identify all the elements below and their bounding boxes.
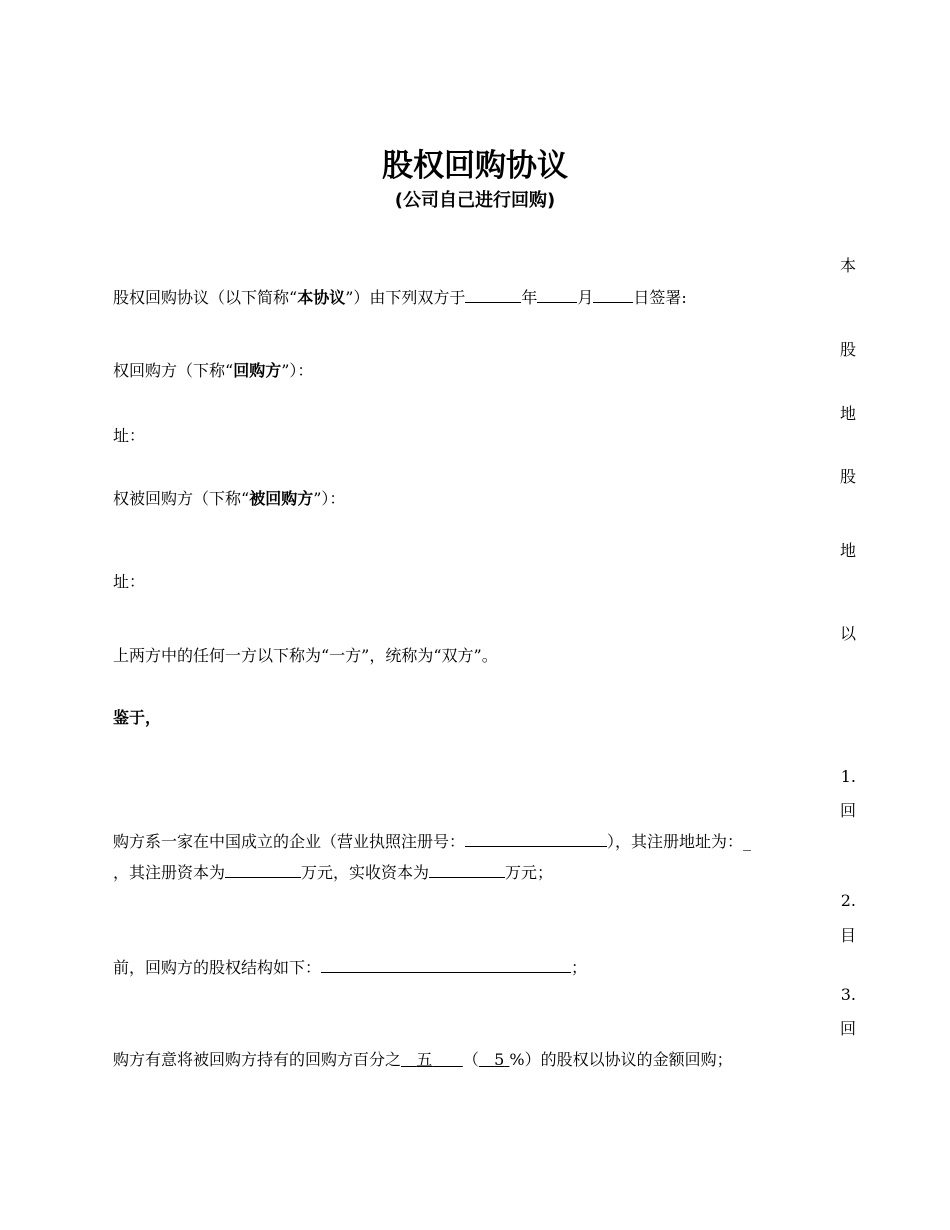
para1-hang-char: 本 (839, 256, 856, 275)
item3-open-paren: （ (462, 1050, 479, 1069)
para2-suffix: ”）： (281, 361, 314, 380)
item1-line1 (113, 829, 751, 852)
item1-line2-a: ，其注册资本为 (113, 863, 226, 882)
para1-prefix: 股权回购协议（以下简称“ (113, 288, 298, 307)
para5-hang-char: 地 (839, 541, 856, 560)
repurchaser-term: 回购方 (233, 361, 282, 380)
item3-close: %）的股权以协议的金额回购； (509, 1050, 733, 1069)
item1-line1-prefix: 购方系一家在中国成立的企业（营业执照注册号： (113, 832, 466, 851)
month-blank[interactable] (537, 288, 577, 303)
para2-hang-char: 股 (839, 340, 856, 359)
paid-in-capital-blank[interactable] (429, 863, 505, 878)
item2-hang-char: 目 (839, 926, 856, 945)
repurchased-party-term: 被回购方 (249, 489, 314, 508)
para1-mid: ”）由下列双方于 (345, 288, 466, 307)
month-label: 月 (577, 288, 594, 307)
year-label: 年 (521, 288, 538, 307)
item1-line2-b: 万元，实收资本为 (301, 863, 430, 882)
para6-line: 上两方中的任何一方以下称为“一方”，统称为“双方”。 (113, 646, 498, 665)
para4-prefix: 权被回购方（下称“ (113, 489, 250, 508)
document-title: 股权回购协议 (382, 148, 568, 184)
para5-line: 址： (113, 572, 146, 591)
year-blank[interactable] (465, 288, 521, 303)
para4-suffix: ”）： (313, 489, 346, 508)
para2-prefix: 权回购方（下称“ (113, 361, 234, 380)
day-label: 日签署: (633, 288, 687, 307)
item2-line (113, 955, 587, 978)
item3-line (113, 1047, 733, 1070)
para1-line (113, 285, 687, 308)
item1-hang-char: 回 (839, 801, 856, 820)
item2-number: 2. (840, 891, 856, 910)
para4-hang-char: 股 (839, 467, 856, 486)
para3-line: 址： (113, 426, 146, 445)
para6-hang-char: 以 (839, 624, 856, 643)
document-subtitle: (公司自己进行回购) (394, 190, 556, 211)
registration-number-blank[interactable] (465, 832, 607, 847)
percent-number: 5 (494, 1050, 505, 1069)
item1-line1-mid: ），其注册地址为：_ (607, 832, 752, 851)
item1-line2 (113, 860, 553, 883)
para3-hang-char: 地 (839, 404, 856, 423)
item2-suffix: ； (571, 958, 588, 977)
registered-capital-blank[interactable] (225, 863, 301, 878)
para1-bold-term: 本协议 (297, 288, 346, 307)
percent-word: 五 (416, 1050, 433, 1069)
item3-prefix: 购方有意将被回购方持有的回购方百分之 (113, 1050, 402, 1069)
item1-line2-c: 万元； (505, 863, 554, 882)
equity-structure-blank[interactable] (321, 958, 571, 973)
item3-hang-char: 回 (839, 1019, 856, 1038)
item2-prefix: 前，回购方的股权结构如下： (113, 958, 322, 977)
percent-word-field[interactable] (401, 1050, 463, 1069)
para2-line (113, 358, 313, 381)
day-blank[interactable] (593, 288, 633, 303)
percent-number-field[interactable] (479, 1050, 510, 1069)
whereas-heading: 鉴于， (113, 708, 162, 727)
item1-number: 1. (840, 767, 856, 786)
para4-line (113, 486, 345, 509)
item3-number: 3. (840, 985, 856, 1004)
